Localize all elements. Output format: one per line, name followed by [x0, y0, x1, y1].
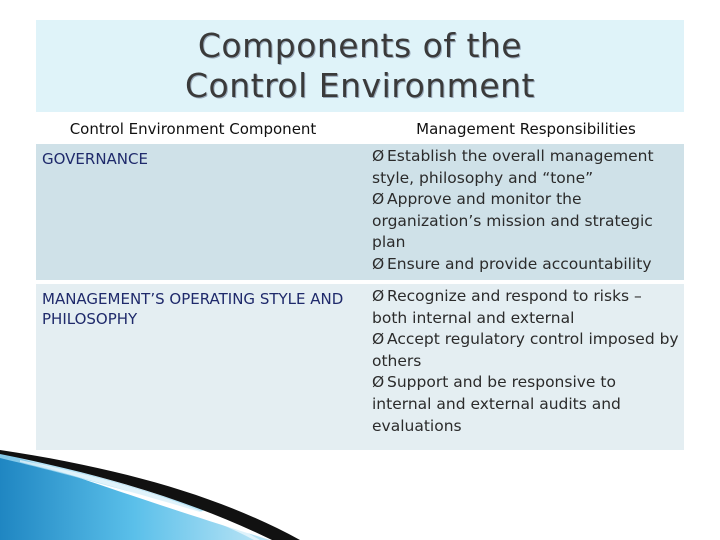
table-header-row — [36, 114, 684, 144]
component-cell: MANAGEMENT’S OPERATING STYLE AND PHILOSOPHY — [36, 284, 356, 450]
header-component: Control Environment Component — [36, 114, 356, 144]
responsibilities-cell — [368, 284, 684, 450]
decorative-swoosh — [0, 440, 720, 540]
page-title-line-2: Control Environment — [185, 66, 535, 105]
header-responsibilities: Management Responsibilities — [368, 114, 684, 144]
table-row — [36, 144, 684, 280]
arrow-bullet-icon: Ø — [372, 330, 385, 349]
responsibilities-cell — [368, 144, 684, 280]
arrow-bullet-icon: Ø — [372, 373, 385, 392]
page-title-line-1: Components of the — [197, 26, 523, 65]
component-cell: GOVERNANCE — [36, 144, 356, 280]
arrow-bullet-icon: Ø — [372, 254, 385, 273]
responsibility-item: Ø Ensure and provide accountability — [372, 254, 680, 276]
components-table — [36, 114, 684, 450]
arrow-bullet-icon: Ø — [372, 147, 385, 165]
responsibility-item: Ø Recognize and respond to risks – both internal and external — [372, 287, 642, 327]
responsibility-item: Ø Accept regulatory control imposed by others — [372, 330, 679, 370]
responsibility-item: Ø Support and be responsive to internal and external audits and evaluations — [372, 373, 621, 435]
responsibility-item: Ø Establish the overall management style, philosophy and “tone” — [372, 147, 654, 187]
arrow-bullet-icon: Ø — [372, 190, 385, 209]
title-banner — [36, 20, 684, 112]
table-row — [36, 284, 684, 450]
arrow-bullet-icon: Ø — [372, 287, 385, 305]
responsibility-item: Ø Approve and monitor the organization’s mission and strategic plan — [372, 190, 653, 252]
